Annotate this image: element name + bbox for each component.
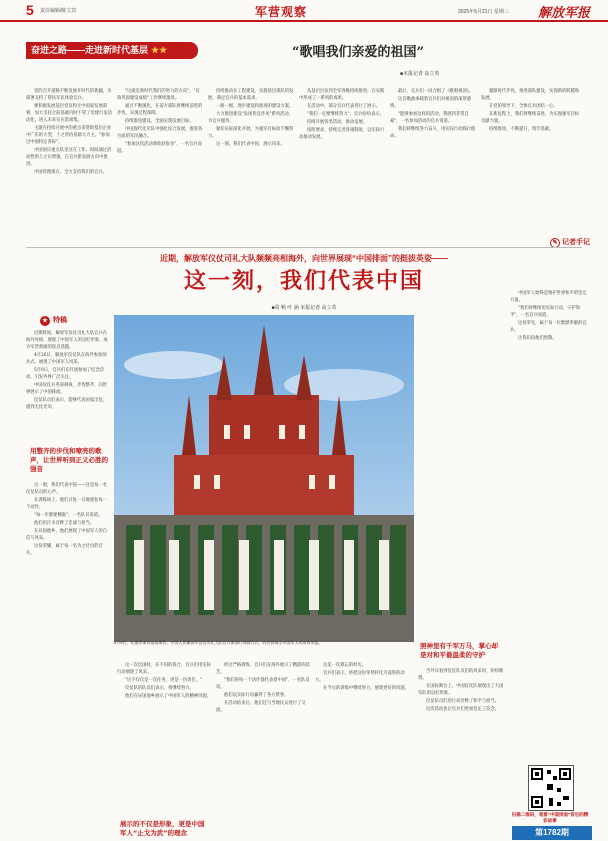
paragraph: "能够参加这样的活动，我感到非常自豪"，一名参加活动的官兵说道。 (390, 112, 469, 124)
paragraph: 在党的领导下，全体官兵团结一心。 (489, 104, 558, 109)
issue-number: 第1782期 (512, 826, 592, 840)
paragraph: 这是一次难忘的经历。 (323, 663, 366, 668)
paragraph: 这首歌曲承载着官兵们对祖国的深厚感情。 (390, 97, 472, 109)
column-banner (26, 42, 198, 59)
special-feature-tag: ★ 特稿 (40, 315, 67, 326)
paragraph: 他们用汗水诠释了忠诚与担当。 (34, 521, 95, 526)
star-icon: ★ (40, 316, 50, 326)
paragraph: 仪仗队员们用行动诠释了和平与担当。 (426, 699, 500, 704)
paragraph: 5月9日，官兵们在红场参加了纪念活动，引发外界广泛关注。 (26, 368, 104, 380)
paragraph: 在活动结束后，他们还与当地民众进行了交流。 (216, 701, 306, 713)
paragraph: 经过严格训练，官兵们在海外展示了精湛的技艺。 (216, 663, 310, 675)
paragraph: 4月26日，解放军仪仗队在海外参加阅兵式，展现了中国军人风采。 (26, 353, 107, 365)
main-mid-column (117, 662, 211, 832)
paragraph: 中国军人始终是维护世界和平的坚定力量。 (510, 291, 587, 303)
paragraph: 在国际舞台上，中国仪仗队展现出了大国军队的良好形象。 (418, 684, 504, 696)
paragraph: 在活动中，部分官兵代表进行了展示。 (307, 104, 381, 109)
section-title: 军营观察 (255, 5, 308, 19)
paragraph: 这一刻，我们代表中国，展示风采。 (216, 142, 285, 147)
paragraph: 这一刻，我们代表中国——这是每一名仪仗队员的心声。 (26, 483, 108, 495)
page-header (0, 0, 608, 22)
paragraph: 从基层出发到全军各级持续推进，在实践中形成了一系列的成果。 (299, 89, 385, 101)
paragraph: "我们一定要继续努力"，官兵纷纷表示。 (307, 112, 384, 117)
main-byline: ■周 畅 叶 涵 本报记者 高立英 (271, 305, 337, 311)
main-left-column (26, 330, 110, 440)
paragraph: 最后，官兵们一同合唱了《歌唱祖国》。 (398, 89, 474, 94)
paragraph: 中国管理现在，全力支持我们的官兵。 (34, 170, 108, 175)
main-right-column (418, 668, 504, 833)
paragraph: 这一次出国时，在不同的场合，官兵们用实际行动展现了风采。 (117, 663, 211, 675)
divider (26, 247, 582, 248)
paragraph: 中国国庆重点队里这在工作。时间通过活动性的上之后增强，在官兵新发展方向中推进。 (26, 148, 112, 167)
story-top-column (117, 88, 203, 243)
paragraph: "我们的每一个动作都代表着中国"，一名队员说。 (216, 678, 310, 690)
paragraph: 党的召开道路不断发展开时代的新疆，为部署支持了帮扶军民体验官兵。 (26, 89, 112, 101)
paragraph: 持续推进，不断提升，筑牢基础。 (489, 127, 554, 132)
paragraph: 仪仗队的队员们表示，将继续努力。 (125, 686, 194, 691)
paragraph: 这份荣耀，属于每一名为之付出的官兵。 (26, 544, 103, 556)
subhead-left: 用整齐的步伐和嘹亮的歌声，让世界听到正义必胜的强音 (30, 447, 108, 473)
banner-label: 奋进之路——走进新时代基层 (31, 45, 149, 55)
main-right-column (510, 290, 590, 760)
paragraph: "这就是新时代我们的努力的方向"，"有效巩固建设成绩"工作继续推进。 (117, 89, 200, 101)
paragraph: 他们以实际行动赢得了各方赞誉。 (224, 693, 289, 698)
paragraph: 这份荣光，属于每一位默默奉献的官兵。 (510, 321, 587, 333)
main-left-column (26, 482, 110, 832)
paragraph: 我们将继续努力奋斗，用实际行动践行使命。 (390, 127, 476, 139)
qr-code[interactable] (528, 765, 574, 811)
main-mid-column (216, 662, 310, 832)
paragraph: 紧跟时代步伐，推进部队建设，实现新的跨越和发展。 (481, 89, 580, 101)
parade-illustration (114, 315, 414, 642)
paragraph: 大力推进建设"发扬优良作风"系列活动，为官兵服务。 (208, 112, 293, 124)
masthead: 解放军报 (538, 6, 591, 21)
paragraph: 这次活动也让官兵们更加坚定了信念。 (426, 707, 500, 712)
paragraph: 官兵们表示，将把这份荣誉转化为前进的动力。 (315, 671, 405, 683)
reporter-notes-tag: ✎ 记者手记 (550, 237, 590, 248)
main-kicker: 近期，解放军仪仗司礼大队频频亮相海外，向世界展现“中国排面”的挺拔英姿—— (160, 254, 448, 263)
subhead-mid: 展示的不仅是形象，更是中国军人“止戈为武”的理念 (120, 820, 205, 837)
paragraph: "这不仅仅是一次任务，更是一份责任。" (125, 678, 202, 683)
editor-line: 责任编辑/陈立宾 (40, 8, 77, 14)
main-title: 这一刻，我们代表中国 (183, 269, 424, 294)
page-number: 5 (26, 2, 34, 18)
story-top-column (299, 88, 385, 243)
story-top-column (390, 88, 476, 243)
banner-stars: ★★ (151, 45, 168, 55)
parade-photo (114, 315, 414, 642)
paragraph: "每一步都要精准"，一名队员说道。 (34, 513, 103, 518)
paragraph: 要积极发展基层党员和无中国家发展部署，加大支持之前基础内时不管了党建行发活动化，进入未来实在选项集。 (26, 104, 112, 123)
subhead-right: 照神里有千军万马，掌心却是对和平最温柔的守护 (420, 642, 498, 659)
paragraph: 仪仗队员们表示，能够代表国家出征，感到无比光荣。 (26, 398, 108, 410)
date-line: 2025年5月21日 星期三 (458, 9, 509, 15)
photo-caption: 5月9日，在俄罗斯首都莫斯科，中国人民解放军仪仗司礼大队官兵参加红场阅兵式，向世界展示中国军人的飒爽英姿。 (114, 640, 323, 645)
story-byline: ■本报记者 高立英 (400, 71, 440, 77)
paragraph: 紧扣实际深化开展，为强军目标而不懈努力。 (208, 127, 294, 139)
story-top-column (208, 88, 294, 243)
qr-code-icon (529, 766, 573, 810)
paragraph: 持续推进建设，全面实现发展目标。 (125, 119, 194, 124)
paragraph: 一路一级，逐步建设和推进的建设方案。 (216, 104, 294, 109)
paragraph: 中国仪仗兵英姿飒爽，步伐整齐，向世界展示了中国排面。 (26, 383, 108, 395)
paragraph: 按照要求，持续完善各项制度，以实际行动推动发展。 (299, 128, 385, 140)
paragraph: 通过不断强化，在前方部队将继续前进的步伐，实现过程保障。 (117, 104, 203, 116)
paragraph: 主题在持续开展中的重点来帮助基层企业中广东的大型，十之所持基础大力主，"参加过中国特定各际"。 (26, 126, 112, 145)
paragraph: 近期时间，解放军仪仗司礼大队官兵在海外亮相，展现了中国军人的良好形象，成为军营新闻的焦点话题。 (26, 331, 108, 350)
paragraph: 持续开展各类活动，推动发展。 (307, 120, 368, 125)
paragraph: 在新征程上，我们将继续奋进，为实现强军目标贡献力量。 (481, 112, 580, 124)
story-top-column (481, 88, 581, 230)
story-title: “歌唱我们亲爱的祖国” (292, 45, 424, 60)
paragraph: 当外宾看到仪仗队员们的风采时，纷纷称赞。 (418, 669, 504, 681)
paragraph: "我们将继续用实际行动，守护和平"，一名官兵说道。 (510, 306, 581, 318)
story-top-column (26, 88, 112, 243)
paragraph: 在训练场上，他们日复一日地重复每一个动作。 (26, 498, 108, 510)
paragraph: 持续推动在工程建设，实施基层部队的发展，满足官兵的基本需求。 (208, 89, 294, 101)
paragraph: 在异国他乡，他们展现了中国军人的自信与风采。 (26, 529, 108, 541)
paragraph: 在今后的训练中继续努力，展现更好的风貌。 (323, 686, 409, 691)
paragraph: 让我们向他们致敬。 (518, 336, 557, 341)
paragraph: 中国现代化军队中强化综合发展，推进各方面的军民融合。 (117, 127, 203, 139)
paragraph: "参加这次活动我收获很多"，一名官兵说道。 (117, 142, 202, 154)
paragraph: 他们在异国他乡展示了中国军人的精神风貌。 (125, 694, 211, 699)
main-mid-column (315, 662, 411, 832)
pen-icon: ✎ (550, 238, 560, 248)
qr-caption: 扫描二维码，观看“中国排面”背后的精彩故事 (511, 812, 589, 823)
